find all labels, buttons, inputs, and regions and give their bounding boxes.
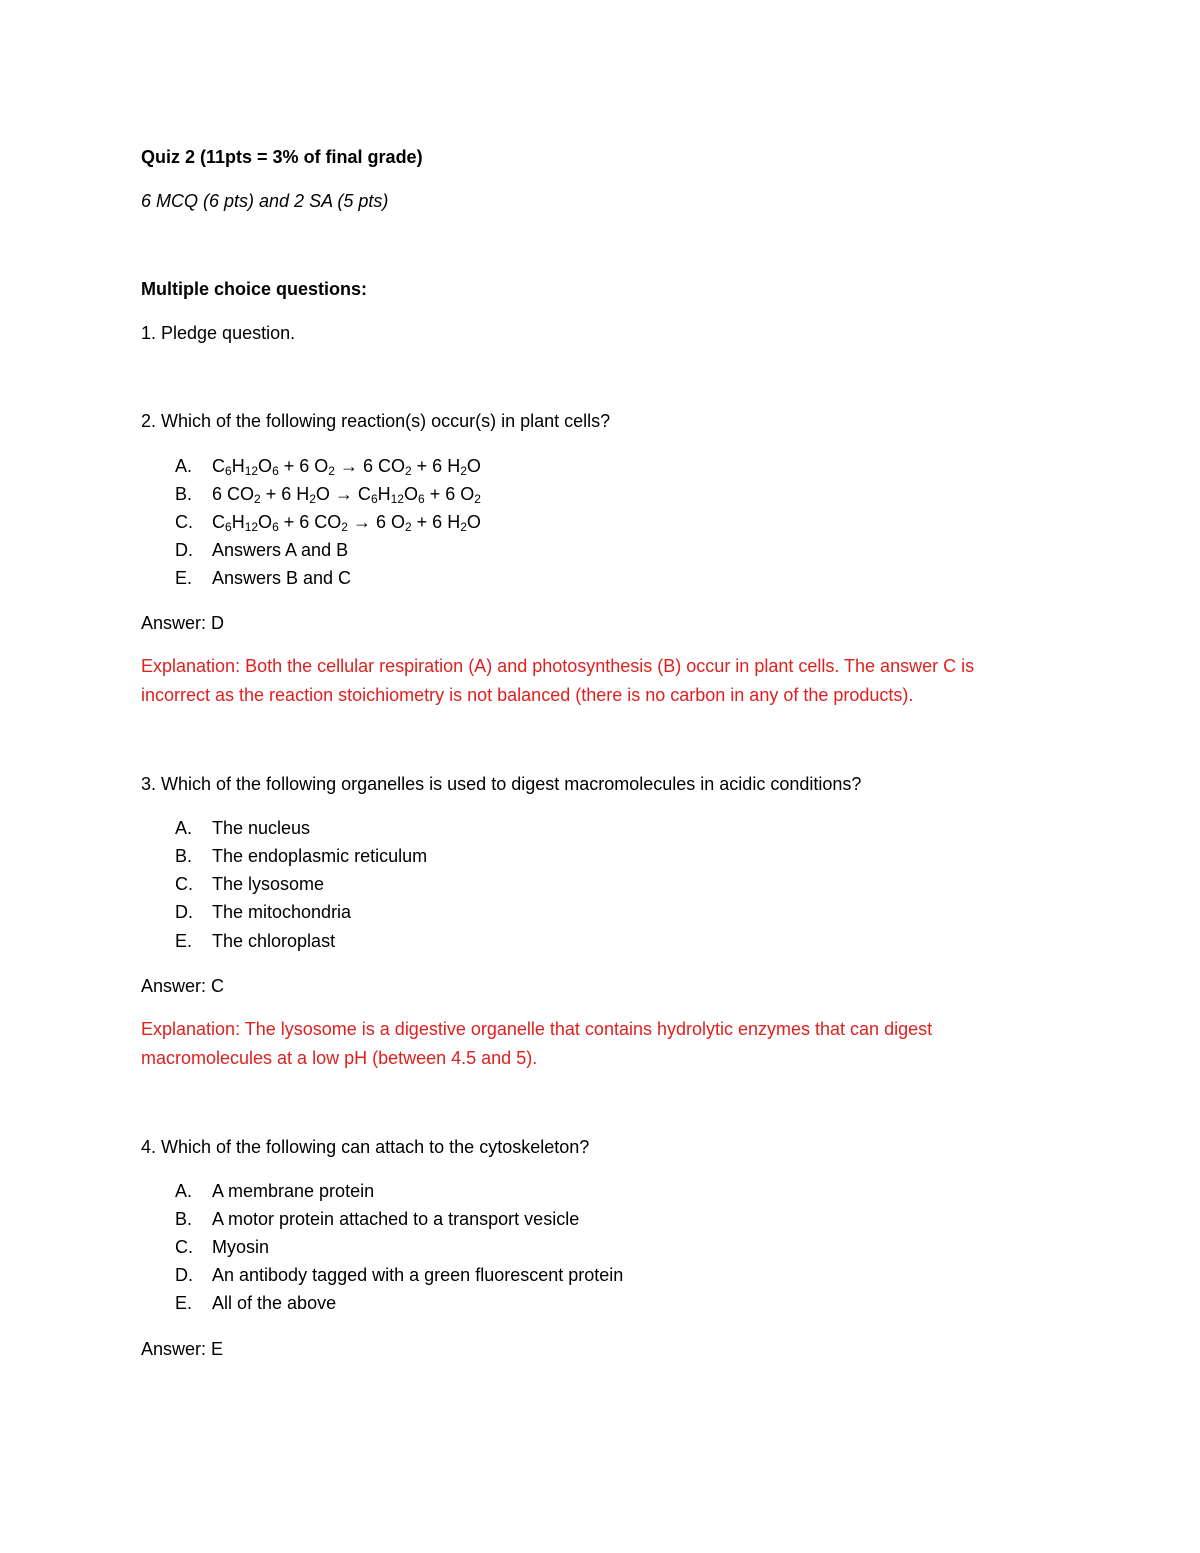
option-text: The chloroplast (212, 931, 336, 951)
q3-explanation-line-2: macromolecules at a low pH (between 4.5 and 5). (141, 1048, 538, 1068)
q3-answer: Answer: C (141, 976, 225, 996)
option-letter: D. (175, 902, 193, 922)
option-text: The endoplasmic reticulum (212, 846, 428, 866)
q3-option-a (175, 817, 310, 839)
q4-answer: Answer: E (141, 1339, 224, 1359)
q2-option-e (175, 567, 351, 589)
option-letter: E. (175, 568, 193, 588)
q4-option-c (175, 1236, 269, 1258)
q4-option-e (175, 1292, 336, 1314)
q2-answer: Answer: D (141, 613, 225, 633)
option-text: Answers B and C (212, 568, 352, 588)
q2-option-b (175, 483, 481, 505)
option-text: The mitochondria (212, 902, 352, 922)
option-text: All of the above (212, 1293, 337, 1313)
option-text: $C_6H_{12}O_6 + 6$ $CO_2 \to 6$ $O_2 + 6$ $H_2O$ (212, 512, 481, 534)
option-letter: C. (175, 1237, 193, 1257)
option-letter: D. (175, 1265, 193, 1285)
option-letter: B. (175, 1209, 193, 1229)
option-letter: B. (175, 484, 193, 504)
q3-option-e (175, 930, 335, 952)
quiz-subtitle: 6 MCQ (6 pts) and 2 SA (5 pts) (141, 191, 389, 211)
q2-explanation-line-2: incorrect as the reaction stoichiometry is not balanced (there is no carbon in any of the products). (141, 685, 914, 705)
option-letter: D. (175, 540, 193, 560)
q3-explanation-line-1: Explanation: The lysosome is a digestive organelle that contains hydrolytic enzymes that can digest (141, 1019, 933, 1039)
option-text: Myosin (212, 1237, 270, 1257)
q2-option-d (175, 539, 348, 561)
question-1: 1. Pledge question. (141, 323, 296, 343)
option-text: A membrane protein (212, 1181, 375, 1201)
option-text: $C_6H_{12}O_6 + 6$ $O_2 \to 6$ $CO_2 + 6$ $H_2O$ (212, 456, 481, 478)
option-letter: E. (175, 1293, 193, 1313)
option-text: Answers A and B (212, 540, 349, 560)
option-text: The lysosome (212, 874, 325, 894)
q3-option-c (175, 873, 324, 895)
q2-option-c (175, 511, 481, 533)
q4-option-d (175, 1264, 623, 1286)
option-letter: C. (175, 874, 193, 894)
option-text: 6 $CO_2 + 6$ $H_2O \to C_6H_{12}O_6 + 6$ $O_2$ (212, 484, 481, 506)
quiz-title: Quiz 2 (11pts = 3% of final grade) (141, 147, 423, 167)
q3-option-b (175, 845, 427, 867)
question-4: 4. Which of the following can attach to the cytoskeleton? (141, 1137, 590, 1157)
option-letter: B. (175, 846, 193, 866)
q2-option-a (175, 455, 481, 477)
section-heading: Multiple choice questions: (141, 279, 368, 299)
q4-option-a (175, 1180, 374, 1202)
q3-option-d (175, 901, 351, 923)
option-text: The nucleus (212, 818, 311, 838)
option-letter: A. (175, 1181, 193, 1201)
question-2: 2. Which of the following reaction(s) occur(s) in plant cells? (141, 411, 611, 431)
q4-option-b (175, 1208, 579, 1230)
option-letter: A. (175, 818, 193, 838)
question-3: 3. Which of the following organelles is used to digest macromolecules in acidic conditions? (141, 774, 862, 794)
q2-explanation-line-1: Explanation: Both the cellular respiration (A) and photosynthesis (B) occur in plant cells. The answer C is (141, 656, 975, 676)
option-letter: E. (175, 931, 193, 951)
option-text: A motor protein attached to a transport vesicle (212, 1209, 580, 1229)
option-letter: C. (175, 512, 193, 532)
option-text: An antibody tagged with a green fluorescent protein (212, 1265, 624, 1285)
option-letter: A. (175, 456, 193, 476)
